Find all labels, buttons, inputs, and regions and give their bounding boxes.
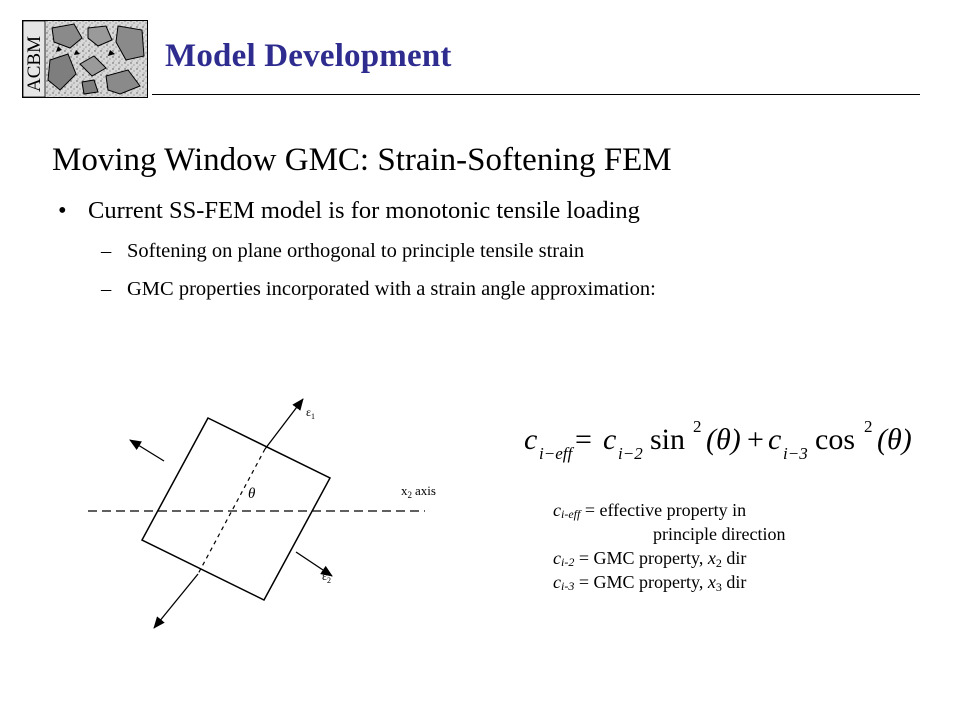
definition-line: ci-2 = GMC property, x2 dir — [553, 548, 747, 570]
formula-sin: sin — [650, 423, 686, 456]
definition-line: ci-3 = GMC property, x3 dir — [553, 572, 747, 594]
dash-icon: – — [101, 240, 112, 262]
theta-label: θ — [248, 486, 256, 502]
slide-heading: Moving Window GMC: Strain-Softening FEM — [52, 142, 672, 178]
formula-equals: = — [575, 423, 592, 456]
dash-icon: – — [101, 278, 112, 300]
definition-line: principle direction — [653, 524, 786, 544]
header-divider — [152, 94, 920, 95]
formula-theta: (θ) — [706, 423, 741, 456]
epsilon1-arrow — [265, 399, 303, 449]
formula-term: c — [603, 423, 617, 456]
rotated-element-square — [142, 418, 330, 600]
acbm-logo — [22, 20, 148, 98]
sub-bullet-text: Softening on plane orthogonal to principle tensile strain — [127, 240, 585, 262]
x2-axis-label: $x_2$ axis — [401, 483, 436, 500]
epsilon2-label: $\varepsilon_2$ — [322, 569, 332, 585]
sub-bullet-text: GMC properties incorporated with a strain angle approximation: — [127, 278, 656, 300]
bullet-icon: • — [58, 197, 67, 224]
formula-cos: cos — [815, 423, 855, 456]
formula-term: c — [524, 423, 538, 456]
logo-text: ACBM — [24, 36, 45, 92]
formula-plus: + — [747, 423, 764, 456]
formula-term: c — [768, 423, 782, 456]
bottom-arrow — [154, 574, 198, 628]
bullet-text: Current SS-FEM model is for monotonic tensile loading — [88, 197, 640, 224]
formula-exponent: 2 — [864, 417, 873, 436]
formula-theta: (θ) — [877, 423, 912, 456]
definitions-block — [553, 498, 785, 594]
effective-property-formula — [518, 404, 912, 472]
formula-subscript: i−eff — [539, 444, 573, 463]
strain-angle-diagram — [80, 390, 470, 640]
slide-header-title: Model Development — [165, 38, 452, 74]
formula-exponent: 2 — [693, 417, 702, 436]
formula-subscript: i−3 — [783, 444, 808, 463]
formula-subscript: i−2 — [618, 444, 643, 463]
epsilon1-label: $\varepsilon_1$ — [306, 405, 316, 421]
definition-line: ci-eff = effective property in — [553, 500, 747, 521]
left-tension-arrow — [130, 440, 164, 461]
